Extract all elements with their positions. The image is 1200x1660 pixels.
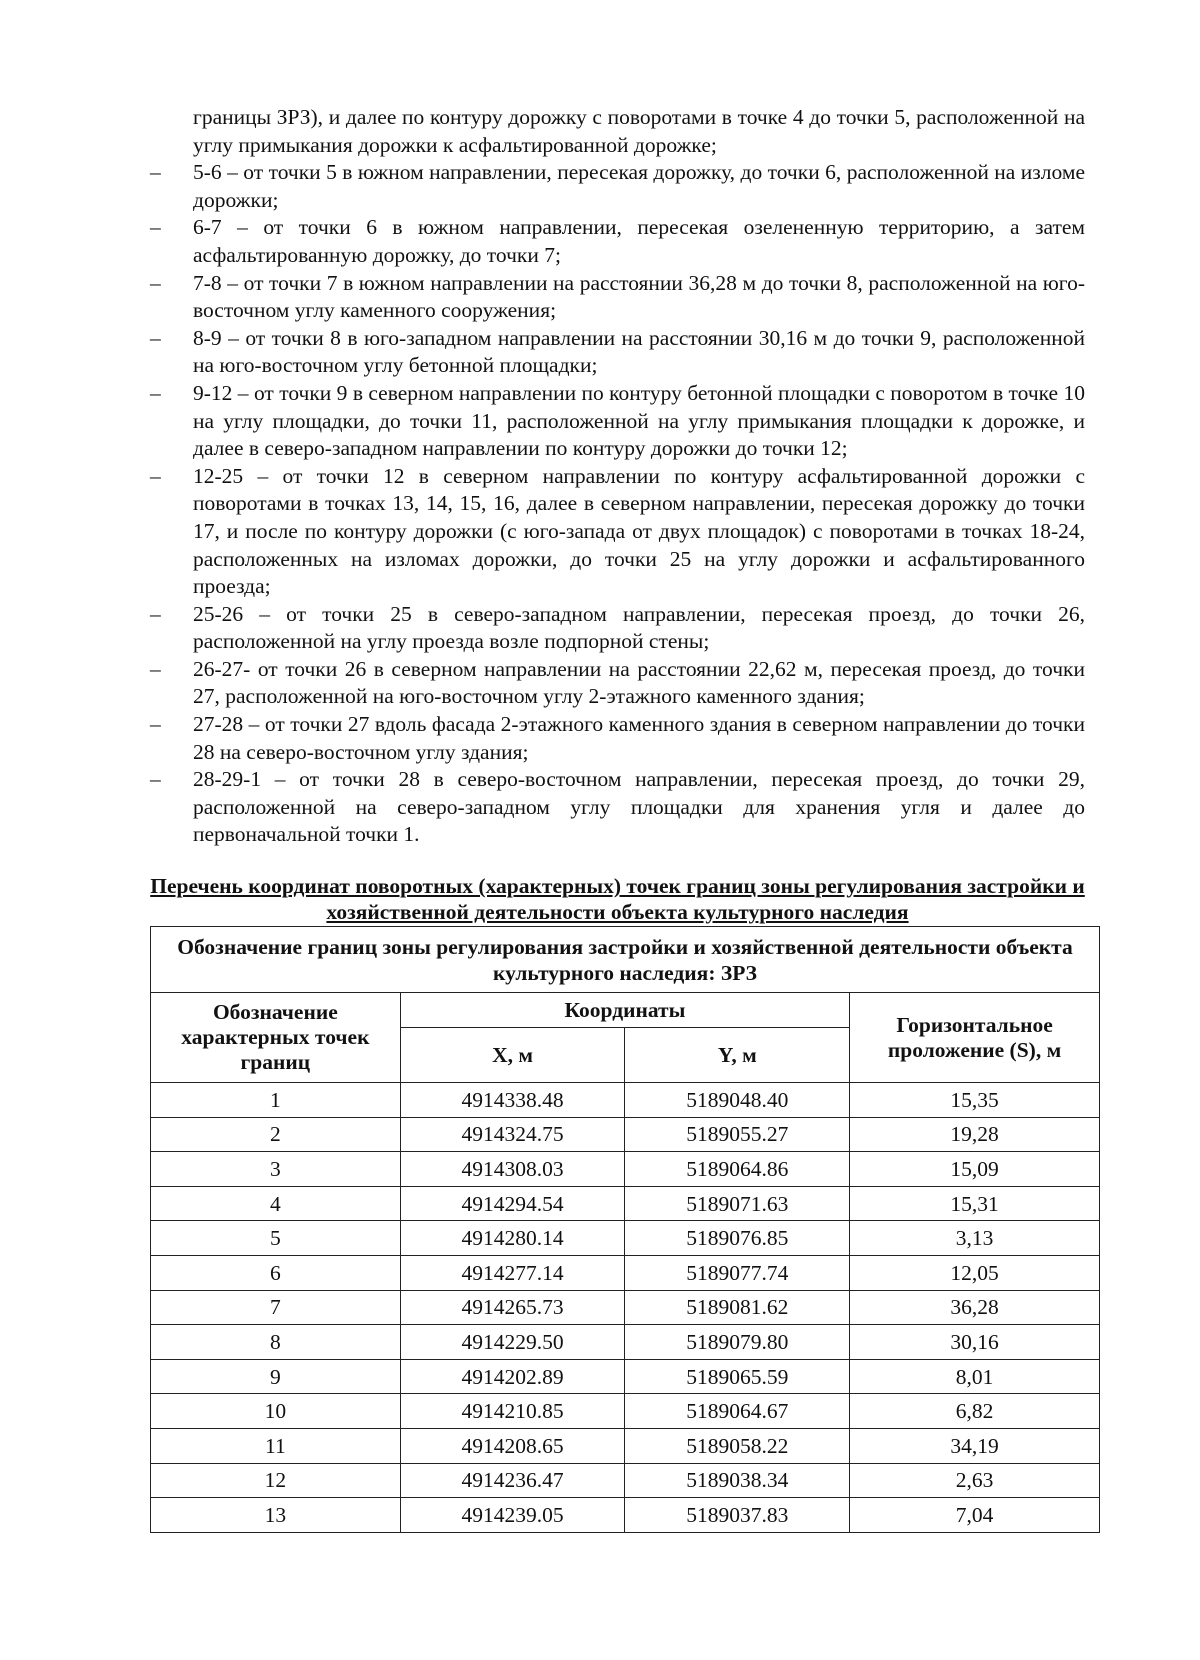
- list-item: [150, 214, 1085, 269]
- table-caption: Обозначение границ зоны регулирования застройки и хозяйственной деятельности объекта культурного наследия: ЗРЗ: [151, 927, 1100, 993]
- y-coordinate: 5189058.22: [625, 1428, 850, 1463]
- y-coordinate: 5189055.27: [625, 1117, 850, 1152]
- x-coordinate: 4914324.75: [400, 1117, 625, 1152]
- list-item-text: 25-26 – от точки 25 в северо-западном направлении, пересекая проезд, до точки 26, расположенной на углу проезда возле подпорной стены;: [193, 601, 1085, 654]
- horizontal-distance-column-header: Горизонтальное проложение (S), м: [850, 993, 1100, 1083]
- point-number: 3: [151, 1152, 401, 1187]
- horizontal-distance: 7,04: [850, 1498, 1100, 1533]
- x-coordinate: 4914338.48: [400, 1083, 625, 1118]
- point-number: 2: [151, 1117, 401, 1152]
- x-coordinate: 4914210.85: [400, 1394, 625, 1429]
- horizontal-distance: 15,09: [850, 1152, 1100, 1187]
- horizontal-distance: 3,13: [850, 1221, 1100, 1256]
- point-number: 12: [151, 1463, 401, 1498]
- dash-bullet: –: [150, 463, 161, 488]
- list-item: [150, 380, 1085, 463]
- list-item-text: 26-27- от точки 26 в северном направлении на расстоянии 22,62 м, пересекая проезд, до точки 27, расположенной на юго-восточном углу 2-этажного каменного здания;: [193, 656, 1085, 709]
- list-item-text: 28-29-1 – от точки 28 в северо-восточном направлении, пересекая проезд, до точки 29, расположенной на северо-западном углу площадки для хранения угля и далее до первоначальной точки 1.: [193, 767, 1085, 847]
- list-item-text: 9-12 – от точки 9 в северном направлении по контуру бетонной площадки с поворотом в точке 10 на углу площадки, до точки 11, расположенной на углу примыкания площадки к дорожке, и далее в северо-западном направлении по контуру дорожки до точки 12;: [193, 380, 1085, 461]
- table-row: [151, 1394, 1100, 1429]
- horizontal-distance: 6,82: [850, 1394, 1100, 1429]
- point-number: 13: [151, 1498, 401, 1533]
- y-coordinate: 5189037.83: [625, 1498, 850, 1533]
- table-row: [151, 1255, 1100, 1290]
- point-column-header: Обозначение характерных точек границ: [151, 993, 401, 1083]
- y-coordinate: 5189065.59: [625, 1359, 850, 1394]
- x-coordinate: 4914294.54: [400, 1186, 625, 1221]
- x-coordinate: 4914208.65: [400, 1428, 625, 1463]
- list-item: [150, 463, 1085, 601]
- y-coordinate: 5189077.74: [625, 1255, 850, 1290]
- horizontal-distance: 34,19: [850, 1428, 1100, 1463]
- coordinates-column-header: Координаты: [400, 993, 849, 1028]
- table-row: [151, 1359, 1100, 1394]
- dash-bullet: –: [150, 215, 161, 240]
- y-column-header: Y, м: [625, 1028, 850, 1083]
- list-item: [150, 766, 1085, 849]
- horizontal-distance: 36,28: [850, 1290, 1100, 1325]
- boundary-description: [150, 104, 1085, 849]
- horizontal-distance: 15,31: [850, 1186, 1100, 1221]
- y-coordinate: 5189071.63: [625, 1186, 850, 1221]
- list-item: [150, 711, 1085, 766]
- list-item: [150, 656, 1085, 711]
- table-row: [151, 1152, 1100, 1187]
- x-coordinate: 4914308.03: [400, 1152, 625, 1187]
- table-row: [151, 1463, 1100, 1498]
- point-number: 7: [151, 1290, 401, 1325]
- horizontal-distance: 15,35: [850, 1083, 1100, 1118]
- y-coordinate: 5189064.86: [625, 1152, 850, 1187]
- y-coordinate: 5189048.40: [625, 1083, 850, 1118]
- list-item: [150, 159, 1085, 214]
- point-number: 11: [151, 1428, 401, 1463]
- dash-bullet: –: [150, 160, 161, 185]
- point-number: 5: [151, 1221, 401, 1256]
- x-coordinate: 4914236.47: [400, 1463, 625, 1498]
- x-coordinate: 4914277.14: [400, 1255, 625, 1290]
- point-number: 6: [151, 1255, 401, 1290]
- horizontal-distance: 2,63: [850, 1463, 1100, 1498]
- x-coordinate: 4914265.73: [400, 1290, 625, 1325]
- x-column-header: X, м: [400, 1028, 625, 1083]
- horizontal-distance: 19,28: [850, 1117, 1100, 1152]
- dash-bullet: –: [150, 656, 161, 681]
- horizontal-distance: 8,01: [850, 1359, 1100, 1394]
- list-item: [150, 270, 1085, 325]
- x-coordinate: 4914202.89: [400, 1359, 625, 1394]
- table-row: [151, 1117, 1100, 1152]
- point-number: 9: [151, 1359, 401, 1394]
- coordinates-table: [150, 926, 1100, 1533]
- list-item-text: 8-9 – от точки 8 в юго-западном направлении на расстоянии 30,16 м до точки 9, расположенной на юго-восточном углу бетонной площадки;: [193, 325, 1085, 378]
- point-number: 8: [151, 1325, 401, 1360]
- dash-bullet: –: [150, 767, 161, 792]
- y-coordinate: 5189038.34: [625, 1463, 850, 1498]
- table-row: [151, 1221, 1100, 1256]
- y-coordinate: 5189064.67: [625, 1394, 850, 1429]
- y-coordinate: 5189076.85: [625, 1221, 850, 1256]
- point-number: 4: [151, 1186, 401, 1221]
- list-item-text: 7-8 – от точки 7 в южном направлении на расстоянии 36,28 м до точки 8, расположенной на юго-восточном углу каменного сооружения;: [193, 270, 1085, 323]
- horizontal-distance: 30,16: [850, 1325, 1100, 1360]
- list-item-text: 6-7 – от точки 6 в южном направлении, пересекая озелененную территорию, а затем асфальтированную дорожку, до точки 7;: [193, 215, 1085, 267]
- table-row: [151, 1498, 1100, 1533]
- continuation-paragraph: границы ЗРЗ), и далее по контуру дорожку с поворотами в точке 4 до точки 5, расположенной на углу примыкания дорожки к асфальтированной дорожке;: [193, 105, 1085, 157]
- point-number: 10: [151, 1394, 401, 1429]
- dash-bullet: –: [150, 325, 161, 350]
- dash-bullet: –: [150, 380, 161, 405]
- boundary-segment-list: [150, 159, 1085, 849]
- x-coordinate: 4914239.05: [400, 1498, 625, 1533]
- y-coordinate: 5189079.80: [625, 1325, 850, 1360]
- list-item-text: 5-6 – от точки 5 в южном направлении, пересекая дорожку, до точки 6, расположенной на изломе дорожки;: [193, 160, 1085, 212]
- list-item: [150, 601, 1085, 656]
- list-item-text: 27-28 – от точки 27 вдоль фасада 2-этажного каменного здания в северном направлении до точки 28 на северо-восточном углу здания;: [193, 712, 1085, 764]
- dash-bullet: –: [150, 712, 161, 737]
- x-coordinate: 4914280.14: [400, 1221, 625, 1256]
- table-row: [151, 1290, 1100, 1325]
- list-item: [150, 325, 1085, 380]
- table-row: [151, 1325, 1100, 1360]
- table-row: [151, 1186, 1100, 1221]
- y-coordinate: 5189081.62: [625, 1290, 850, 1325]
- x-coordinate: 4914229.50: [400, 1325, 625, 1360]
- table-row: [151, 1428, 1100, 1463]
- dash-bullet: –: [150, 601, 161, 626]
- point-number: 1: [151, 1083, 401, 1118]
- section-title: Перечень координат поворотных (характерных) точек границ зоны регулирования застройки и хозяйственной деятельности объекта культурного наследия: [150, 874, 1085, 924]
- list-item-text: 12-25 – от точки 12 в северном направлении по контуру асфальтированной дорожки с поворотами в точках 13, 14, 15, 16, далее в северном направлении, пересекая дорожку до точки 17, и после по контуру дорожки (с юго-запада от двух площадок) с поворотами в точках 18-24, расположенных на изломах дорожки, до точки 25 на углу дорожки и асфальтированного проезда;: [193, 463, 1085, 599]
- dash-bullet: –: [150, 270, 161, 295]
- table-row: [151, 1083, 1100, 1118]
- horizontal-distance: 12,05: [850, 1255, 1100, 1290]
